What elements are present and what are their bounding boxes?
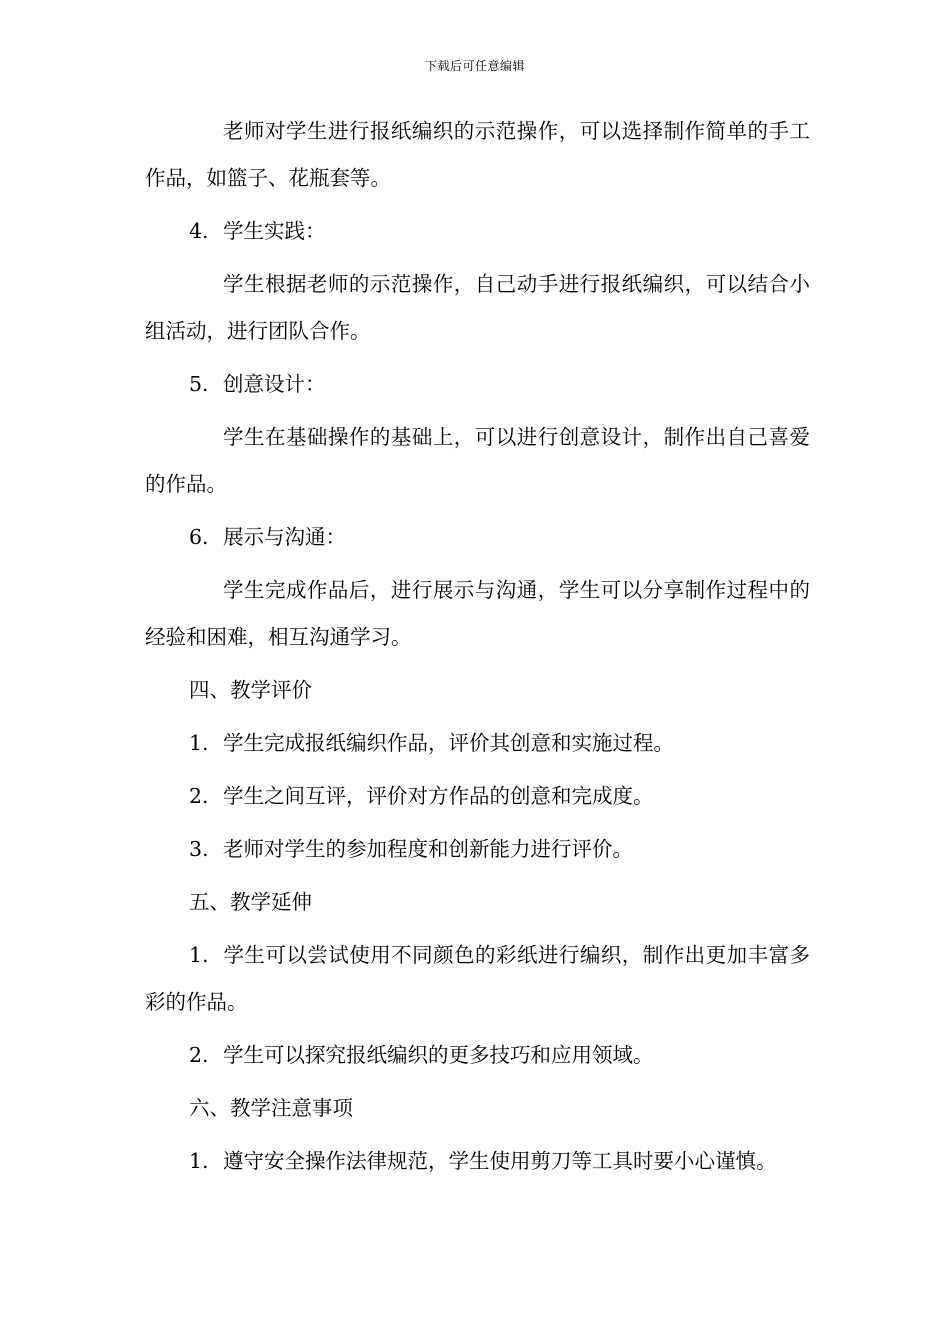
step-5-text: 创意设计： (223, 372, 326, 396)
ext-item-2-text: 学生可以探究报纸编织的更多技巧和应用领域。 (223, 1043, 654, 1067)
section-4-heading: 四、教学评价 (189, 678, 312, 702)
paragraph-showcase: 学生完成作品后，进行展示与沟通，学生可以分享制作过程中的经验和困难，相互沟通学习。 (145, 578, 810, 649)
section-5-heading: 五、教学延伸 (189, 890, 312, 914)
step-4-heading (145, 208, 810, 255)
ext-item-1-text: 学生可以尝试使用不同颜色的彩纸进行编织，制作出更加丰富多彩的作品。 (145, 943, 810, 1014)
paragraph-demo: 老师对学生进行报纸编织的示范操作，可以选择制作简单的手工作品，如篮子、花瓶套等。 (145, 119, 810, 190)
document-body (145, 108, 810, 1191)
note-item-1-text: 遵守安全操作法律规范，学生使用剪刀等工具时要小心谨慎。 (223, 1149, 777, 1173)
eval-item-1-number: 1. (189, 731, 209, 755)
eval-item-2 (145, 773, 810, 820)
eval-item-2-number: 2. (189, 784, 209, 808)
section-6-heading: 六、教学注意事项 (189, 1096, 353, 1120)
header-note: 下载后可任意编辑 (424, 59, 525, 73)
eval-item-1-text: 学生完成报纸编织作品，评价其创意和实施过程。 (223, 731, 674, 755)
note-item-1 (145, 1138, 810, 1185)
ext-item-1 (145, 932, 810, 1026)
step-5-number: 5. (189, 372, 209, 396)
note-item-1-number: 1. (189, 1149, 209, 1173)
step-6-heading (145, 514, 810, 561)
step-6-number: 6. (189, 525, 209, 549)
paragraph-practice: 学生根据老师的示范操作，自己动手进行报纸编织，可以结合小组活动，进行团队合作。 (145, 272, 810, 343)
step-5-heading (145, 361, 810, 408)
step-4-number: 4. (189, 219, 209, 243)
eval-item-2-text: 学生之间互评，评价对方作品的创意和完成度。 (223, 784, 654, 808)
ext-item-1-number: 1. (189, 943, 209, 967)
eval-item-3-text: 老师对学生的参加程度和创新能力进行评价。 (223, 837, 633, 861)
eval-item-1 (145, 720, 810, 767)
ext-item-2 (145, 1032, 810, 1079)
eval-item-3 (145, 826, 810, 873)
step-4-text: 学生实践： (223, 219, 326, 243)
step-6-text: 展示与沟通： (223, 525, 346, 549)
ext-item-2-number: 2. (189, 1043, 209, 1067)
eval-item-3-number: 3. (189, 837, 209, 861)
paragraph-creative: 学生在基础操作的基础上，可以进行创意设计，制作出自己喜爱的作品。 (145, 425, 810, 496)
